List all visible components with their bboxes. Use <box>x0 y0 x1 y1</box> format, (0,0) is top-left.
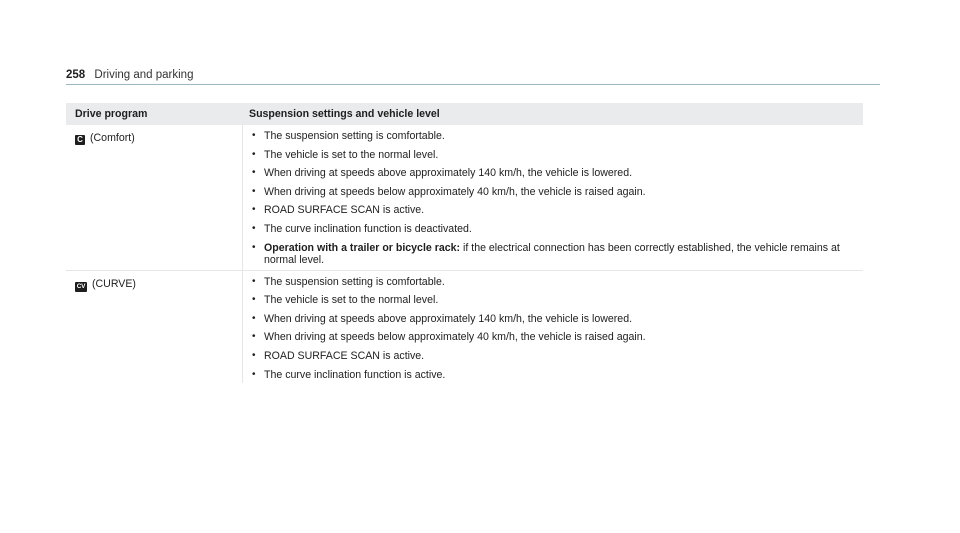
list-item-text: ROAD SURFACE SCAN is active. <box>264 349 425 362</box>
list-item-text: The suspension setting is comfortable. <box>264 130 445 142</box>
bullet-icon: • <box>252 130 256 141</box>
list-item-text: The curve inclination function is deactivated. <box>264 222 472 235</box>
list-item <box>250 369 863 381</box>
list-item <box>250 186 863 198</box>
suspension-settings-cell <box>242 125 863 270</box>
table-header <box>66 103 863 125</box>
list-item <box>250 294 863 306</box>
list-item <box>250 276 863 288</box>
list-item <box>250 204 863 216</box>
list-item-text: When driving at speeds above approximately 140 km/h, the vehicle is lowered. <box>264 167 633 180</box>
bullet-icon: • <box>252 222 256 234</box>
drive-program-table <box>66 103 863 383</box>
list-item-text: When driving at speeds below approximately 40 km/h, the vehicle is raised again. <box>264 331 646 344</box>
list-item-text: The vehicle is set to the normal level. <box>264 294 439 307</box>
comfort-mode-icon: C <box>75 135 85 145</box>
list-item-text: The suspension setting is comfortable. <box>264 275 445 288</box>
bullet-icon: • <box>252 349 256 361</box>
list-item-text: The vehicle is set to the normal level. <box>264 148 439 161</box>
bullet-list <box>250 276 863 381</box>
list-item <box>250 130 863 142</box>
list-item <box>250 149 863 161</box>
suspension-settings-cell <box>242 271 863 383</box>
page-header <box>66 69 880 85</box>
bullet-icon: • <box>252 368 256 380</box>
column-header-drive-program: Drive program <box>75 108 148 120</box>
list-item <box>250 350 863 362</box>
list-item-text: ROAD SURFACE SCAN is active. <box>264 204 425 217</box>
bullet-list <box>250 130 863 266</box>
page-number: 258 <box>66 69 86 81</box>
bullet-icon: • <box>252 167 256 179</box>
section-title: Driving and parking <box>94 69 194 81</box>
curve-mode-icon: CV <box>76 282 86 290</box>
table-row-comfort <box>66 125 863 271</box>
bullet-icon: • <box>252 204 256 216</box>
bullet-icon: • <box>252 275 256 287</box>
list-item-text: When driving at speeds above approximately 140 km/h, the vehicle is lowered. <box>264 312 633 325</box>
bullet-icon: • <box>252 241 256 253</box>
list-item <box>250 167 863 179</box>
list-item-text: The curve inclination function is active. <box>264 368 446 381</box>
list-item-trailer-note <box>250 242 863 266</box>
trailer-note-text: if the electrical connection has been correctly established, the vehicle remains at normal level. <box>264 241 840 266</box>
bullet-icon: • <box>252 185 256 197</box>
drive-program-label: (Comfort) <box>90 132 135 144</box>
drive-program-cell <box>66 271 242 383</box>
list-item <box>250 313 863 325</box>
bullet-icon: • <box>252 148 256 160</box>
list-item-text: When driving at speeds below approximately 40 km/h, the vehicle is raised again. <box>264 185 646 198</box>
bullet-icon: • <box>252 312 256 324</box>
drive-program-label: (CURVE) <box>92 277 136 290</box>
list-item <box>250 331 863 343</box>
trailer-note-heading: Operation with a trailer or bicycle rack: <box>264 241 461 254</box>
table-row-curve <box>66 271 863 383</box>
list-item <box>250 223 863 235</box>
bullet-icon: • <box>252 294 256 306</box>
drive-program-cell <box>66 125 242 270</box>
column-header-suspension-settings: Suspension settings and vehicle level <box>249 108 440 120</box>
bullet-icon: • <box>252 331 256 343</box>
